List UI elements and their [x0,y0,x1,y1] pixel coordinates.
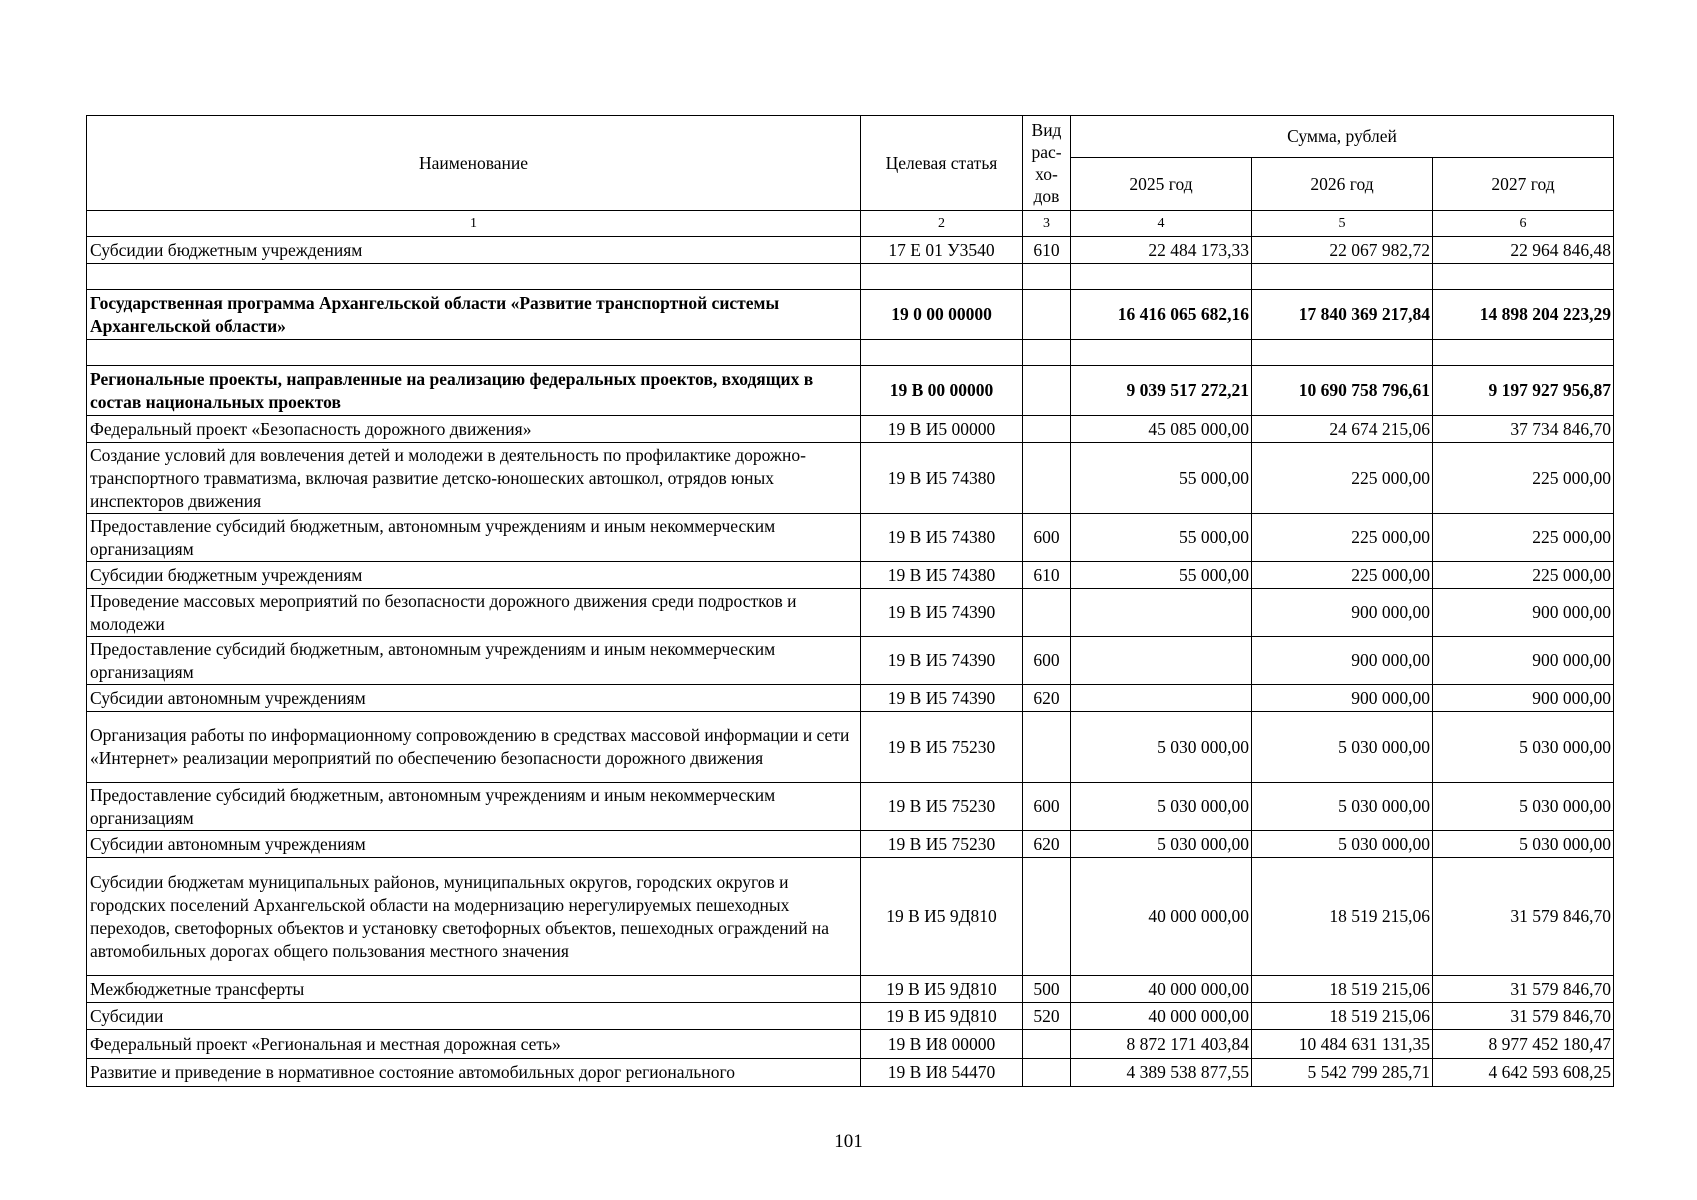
row-name: Субсидии бюджетам муниципальных районов, муниципальных округов, городских округов и городских поселений Архангельской области на модернизацию нерегулируемых пешеходных переходов, светофорных объектов и установку светофорных объектов, пешеходных ограждений на автомобильных дорогах общего пользования местного значения [87,858,861,976]
row-2027: 9 197 927 956,87 [1433,366,1614,416]
table-row [87,1059,1614,1087]
row-2025: 9 039 517 272,21 [1071,366,1252,416]
row-2025: 55 000,00 [1071,562,1252,589]
row-code: 19 В И5 74390 [861,685,1023,712]
row-code: 19 В И5 75230 [861,712,1023,783]
page-number: 101 [834,1131,863,1152]
row-type [1023,712,1071,783]
row-type: 600 [1023,783,1071,831]
row-code: 19 В И5 74390 [861,589,1023,637]
row-code: 17 Е 01 У3540 [861,237,1023,264]
row-name: Субсидии [87,1003,861,1030]
row-code: 19 В И5 74380 [861,443,1023,514]
column-number: 1 [87,211,861,237]
row-2026: 18 519 215,06 [1252,1003,1433,1030]
row-name: Региональные проекты, направленные на реализацию федеральных проектов, входящих в состав национальных проектов [87,366,861,416]
table-row [87,443,1614,514]
table-row [87,562,1614,589]
header-2027: 2027 год [1433,158,1614,211]
header-2026: 2026 год [1252,158,1433,211]
row-code: 19 В И5 9Д810 [861,1003,1023,1030]
row-type [1023,443,1071,514]
row-2025: 45 085 000,00 [1071,416,1252,443]
row-2026: 22 067 982,72 [1252,237,1433,264]
row-type: 620 [1023,685,1071,712]
row-2025: 4 389 538 877,55 [1071,1059,1252,1087]
row-code: 19 В И5 75230 [861,783,1023,831]
row-2025: 40 000 000,00 [1071,858,1252,976]
row-2027: 37 734 846,70 [1433,416,1614,443]
row-type: 600 [1023,514,1071,562]
row-name: Проведение массовых мероприятий по безопасности дорожного движения среди подростков и молодежи [87,589,861,637]
row-name: Федеральный проект «Региональная и местная дорожная сеть» [87,1030,861,1059]
row-type: 620 [1023,831,1071,858]
row-2027: 22 964 846,48 [1433,237,1614,264]
row-2027: 31 579 846,70 [1433,976,1614,1003]
header-sum: Сумма, рублей [1071,116,1614,158]
row-2027: 225 000,00 [1433,443,1614,514]
header-target-article: Целевая статья [861,116,1023,211]
table-row [87,637,1614,685]
table-row [87,366,1614,416]
table-row [87,589,1614,637]
row-code: 19 0 00 00000 [861,290,1023,340]
row-name: Развитие и приведение в нормативное состояние автомобильных дорог регионального [87,1059,861,1087]
row-2027: 900 000,00 [1433,637,1614,685]
row-2025: 5 030 000,00 [1071,831,1252,858]
table-row [87,712,1614,783]
row-2026: 24 674 215,06 [1252,416,1433,443]
row-type: 610 [1023,562,1071,589]
row-2025 [1071,685,1252,712]
row-2027: 900 000,00 [1433,589,1614,637]
column-number: 6 [1433,211,1614,237]
header-expense-type: Вид рас-хо-дов [1023,116,1071,211]
row-type [1023,416,1071,443]
row-type: 500 [1023,976,1071,1003]
row-2026: 10 690 758 796,61 [1252,366,1433,416]
spacer-row [87,264,1614,290]
table-row [87,685,1614,712]
header-2025: 2025 год [1071,158,1252,211]
row-code: 19 В 00 00000 [861,366,1023,416]
row-2027: 14 898 204 223,29 [1433,290,1614,340]
table-row [87,976,1614,1003]
row-code: 19 В И5 9Д810 [861,858,1023,976]
row-2026: 900 000,00 [1252,637,1433,685]
row-2025: 40 000 000,00 [1071,976,1252,1003]
row-name: Предоставление субсидий бюджетным, автономным учреждениям и иным некоммерческим организациям [87,514,861,562]
row-name: Субсидии автономным учреждениям [87,685,861,712]
row-2027: 8 977 452 180,47 [1433,1030,1614,1059]
row-2026: 5 542 799 285,71 [1252,1059,1433,1087]
row-2025: 16 416 065 682,16 [1071,290,1252,340]
row-2027: 5 030 000,00 [1433,831,1614,858]
row-2027: 225 000,00 [1433,514,1614,562]
row-2025: 8 872 171 403,84 [1071,1030,1252,1059]
row-2026: 5 030 000,00 [1252,831,1433,858]
spacer-row [87,340,1614,366]
row-2026: 10 484 631 131,35 [1252,1030,1433,1059]
table-row [87,1030,1614,1059]
table-row [87,858,1614,976]
row-name: Организация работы по информационному сопровождению в средствах массовой информации и сети «Интернет» реализации мероприятий по обеспечению безопасности дорожного движения [87,712,861,783]
column-number: 5 [1252,211,1433,237]
table-row [87,831,1614,858]
row-2027: 31 579 846,70 [1433,1003,1614,1030]
row-2025 [1071,589,1252,637]
row-2025: 55 000,00 [1071,514,1252,562]
row-code: 19 В И8 54470 [861,1059,1023,1087]
table-row [87,514,1614,562]
row-2026: 225 000,00 [1252,562,1433,589]
row-name: Субсидии бюджетным учреждениям [87,562,861,589]
row-2026: 900 000,00 [1252,685,1433,712]
row-name: Предоставление субсидий бюджетным, автономным учреждениям и иным некоммерческим организациям [87,637,861,685]
row-2026: 17 840 369 217,84 [1252,290,1433,340]
row-name: Федеральный проект «Безопасность дорожного движения» [87,416,861,443]
table-row [87,783,1614,831]
row-2025: 40 000 000,00 [1071,1003,1252,1030]
row-2027: 31 579 846,70 [1433,858,1614,976]
row-2026: 5 030 000,00 [1252,712,1433,783]
row-code: 19 В И5 00000 [861,416,1023,443]
row-type [1023,1059,1071,1087]
row-2025: 5 030 000,00 [1071,712,1252,783]
row-2025: 5 030 000,00 [1071,783,1252,831]
row-2026: 5 030 000,00 [1252,783,1433,831]
row-type: 520 [1023,1003,1071,1030]
column-number: 3 [1023,211,1071,237]
row-type [1023,290,1071,340]
row-name: Государственная программа Архангельской области «Развитие транспортной системы Архангельской области» [87,290,861,340]
table-row [87,290,1614,340]
row-type [1023,1030,1071,1059]
row-code: 19 В И5 9Д810 [861,976,1023,1003]
row-2027: 900 000,00 [1433,685,1614,712]
column-numbers-row [87,211,1614,237]
row-name: Субсидии автономным учреждениям [87,831,861,858]
row-2026: 18 519 215,06 [1252,976,1433,1003]
row-2027: 4 642 593 608,25 [1433,1059,1614,1087]
row-name: Предоставление субсидий бюджетным, автономным учреждениям и иным некоммерческим организациям [87,783,861,831]
column-number: 4 [1071,211,1252,237]
row-code: 19 В И5 75230 [861,831,1023,858]
row-name: Межбюджетные трансферты [87,976,861,1003]
row-type [1023,366,1071,416]
row-2026: 18 519 215,06 [1252,858,1433,976]
row-2027: 225 000,00 [1433,562,1614,589]
row-code: 19 В И5 74380 [861,514,1023,562]
header-name: Наименование [87,116,861,211]
row-2025: 55 000,00 [1071,443,1252,514]
row-2026: 225 000,00 [1252,443,1433,514]
row-2026: 900 000,00 [1252,589,1433,637]
budget-table [86,115,1614,1087]
table-row [87,1003,1614,1030]
row-name: Субсидии бюджетным учреждениям [87,237,861,264]
row-type [1023,858,1071,976]
row-code: 19 В И5 74390 [861,637,1023,685]
row-2027: 5 030 000,00 [1433,783,1614,831]
row-2025 [1071,637,1252,685]
row-type: 600 [1023,637,1071,685]
row-code: 19 В И8 00000 [861,1030,1023,1059]
table-row [87,237,1614,264]
row-type: 610 [1023,237,1071,264]
row-2027: 5 030 000,00 [1433,712,1614,783]
row-2026: 225 000,00 [1252,514,1433,562]
row-name: Создание условий для вовлечения детей и молодежи в деятельность по профилактике дорожно-транспортного травматизма, включая развитие детско-юношеских автошкол, отрядов юных инспекторов движения [87,443,861,514]
row-code: 19 В И5 74380 [861,562,1023,589]
column-number: 2 [861,211,1023,237]
row-type [1023,589,1071,637]
row-2025: 22 484 173,33 [1071,237,1252,264]
table-row [87,416,1614,443]
